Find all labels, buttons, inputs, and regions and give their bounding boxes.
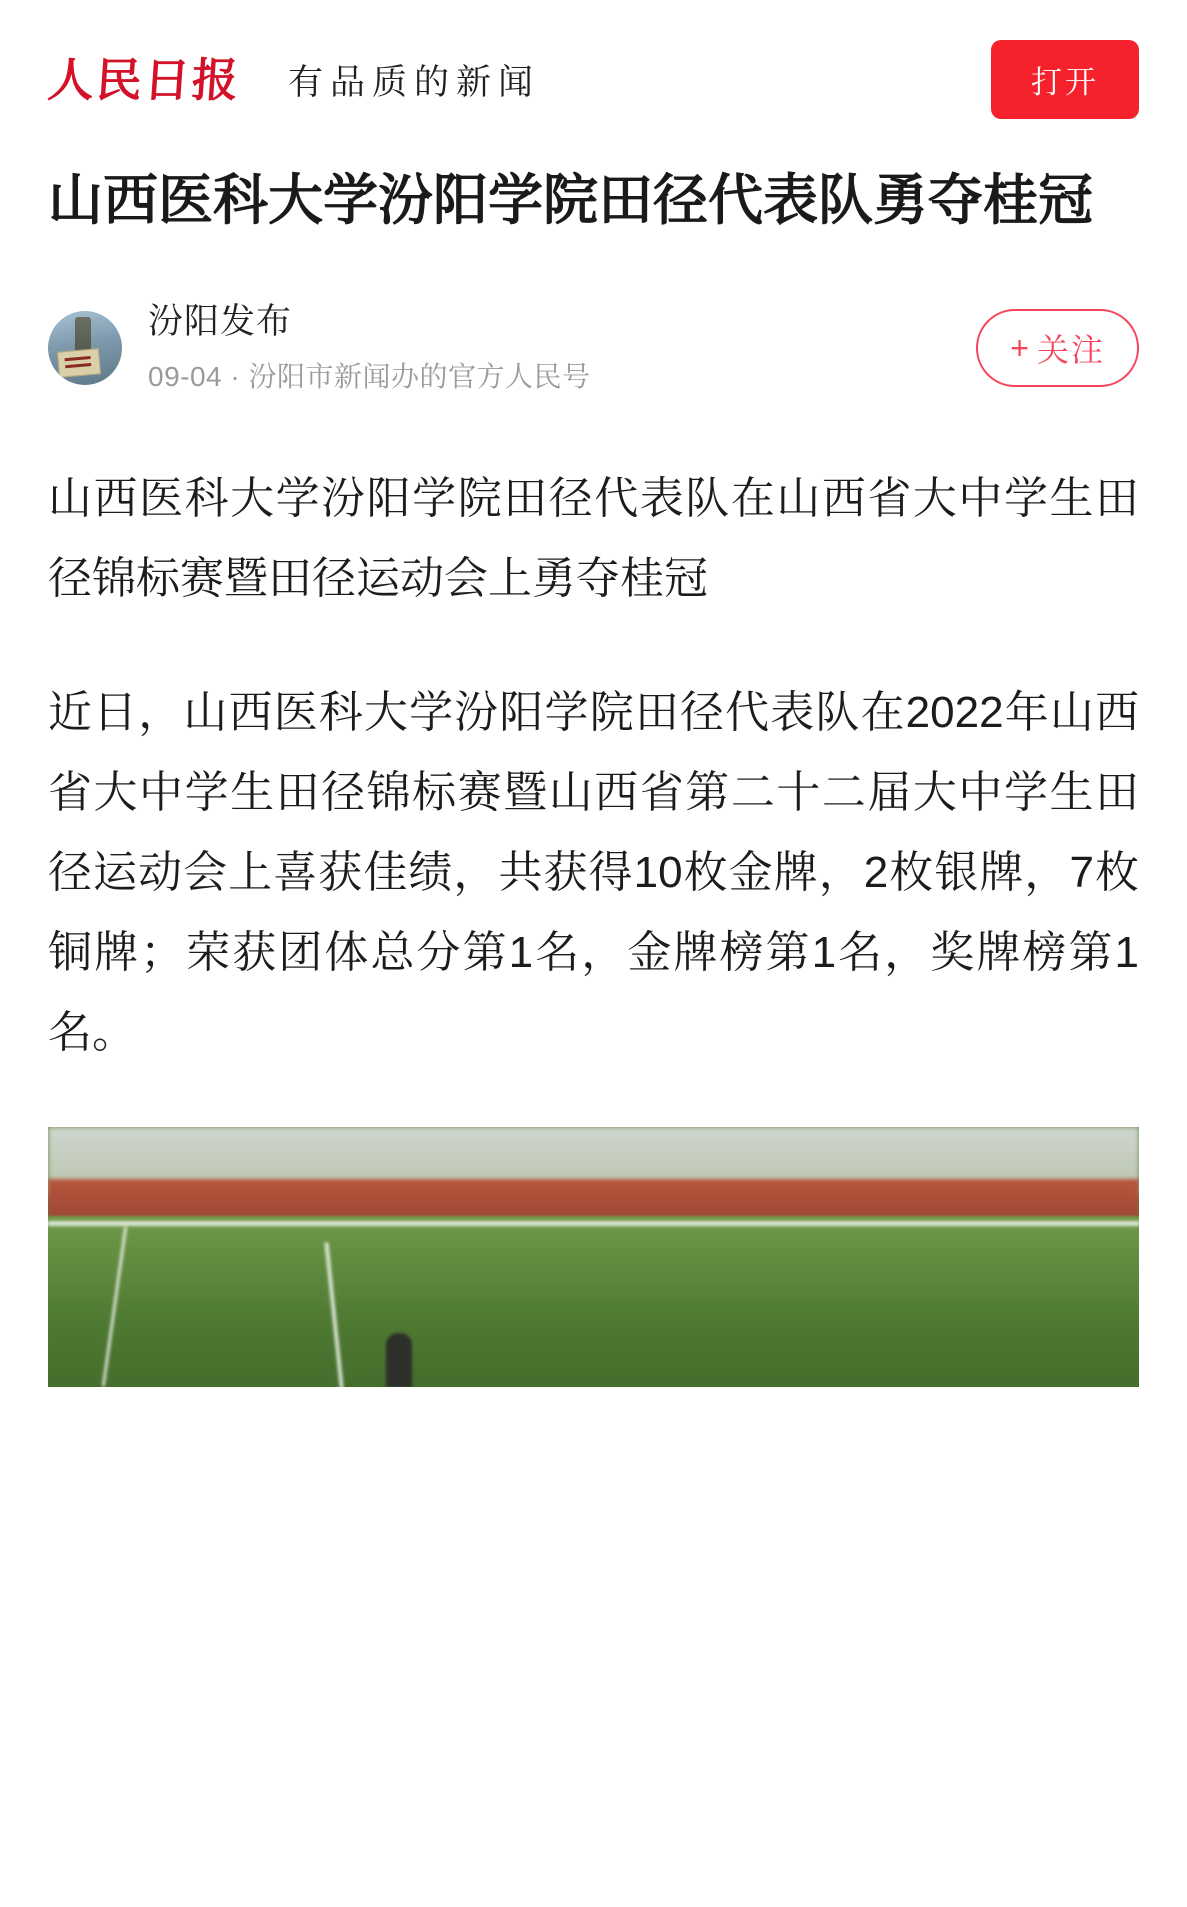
app-header <box>0 0 1187 145</box>
photo-blur-overlay <box>48 1127 1139 1387</box>
article-hero-image <box>48 1127 1139 1387</box>
plus-icon: + <box>1010 329 1031 366</box>
byline-text <box>148 301 591 395</box>
byline <box>48 301 1139 395</box>
follow-button[interactable] <box>976 309 1139 387</box>
follow-button-label: 关注 <box>1036 331 1105 368</box>
open-app-button[interactable]: 打开 <box>991 40 1139 119</box>
article-paragraph: 山西医科大学汾阳学院田径代表队在山西省大中学生田径锦标赛暨田径运动会上勇夺桂冠 <box>48 473 1139 603</box>
avatar-plaque-shape <box>57 348 101 378</box>
brand-slogan: 有品质的新闻 <box>288 62 541 103</box>
article-container <box>0 163 1187 1073</box>
avatar[interactable] <box>48 311 122 385</box>
peoples-daily-logo[interactable]: 人民日报 <box>46 52 242 107</box>
page-title: 山西医科大学汾阳学院田径代表队勇夺桂冠 <box>48 169 1094 231</box>
article-body <box>48 459 1139 1074</box>
author-name[interactable]: 汾阳发布 <box>148 301 293 341</box>
author-meta: 09-04 · 汾阳市新闻办的官方人民号 <box>148 360 591 392</box>
article-paragraph: 近日，山西医科大学汾阳学院田径代表队在2022年山西省大中学生田径锦标赛暨山西省第二十二届大中学生田径运动会上喜获佳绩，共获得10枚金牌，2枚银牌，7枚铜牌；荣获团体总分第1名，金牌榜第1名，奖牌榜第1名。 <box>48 688 1139 1058</box>
